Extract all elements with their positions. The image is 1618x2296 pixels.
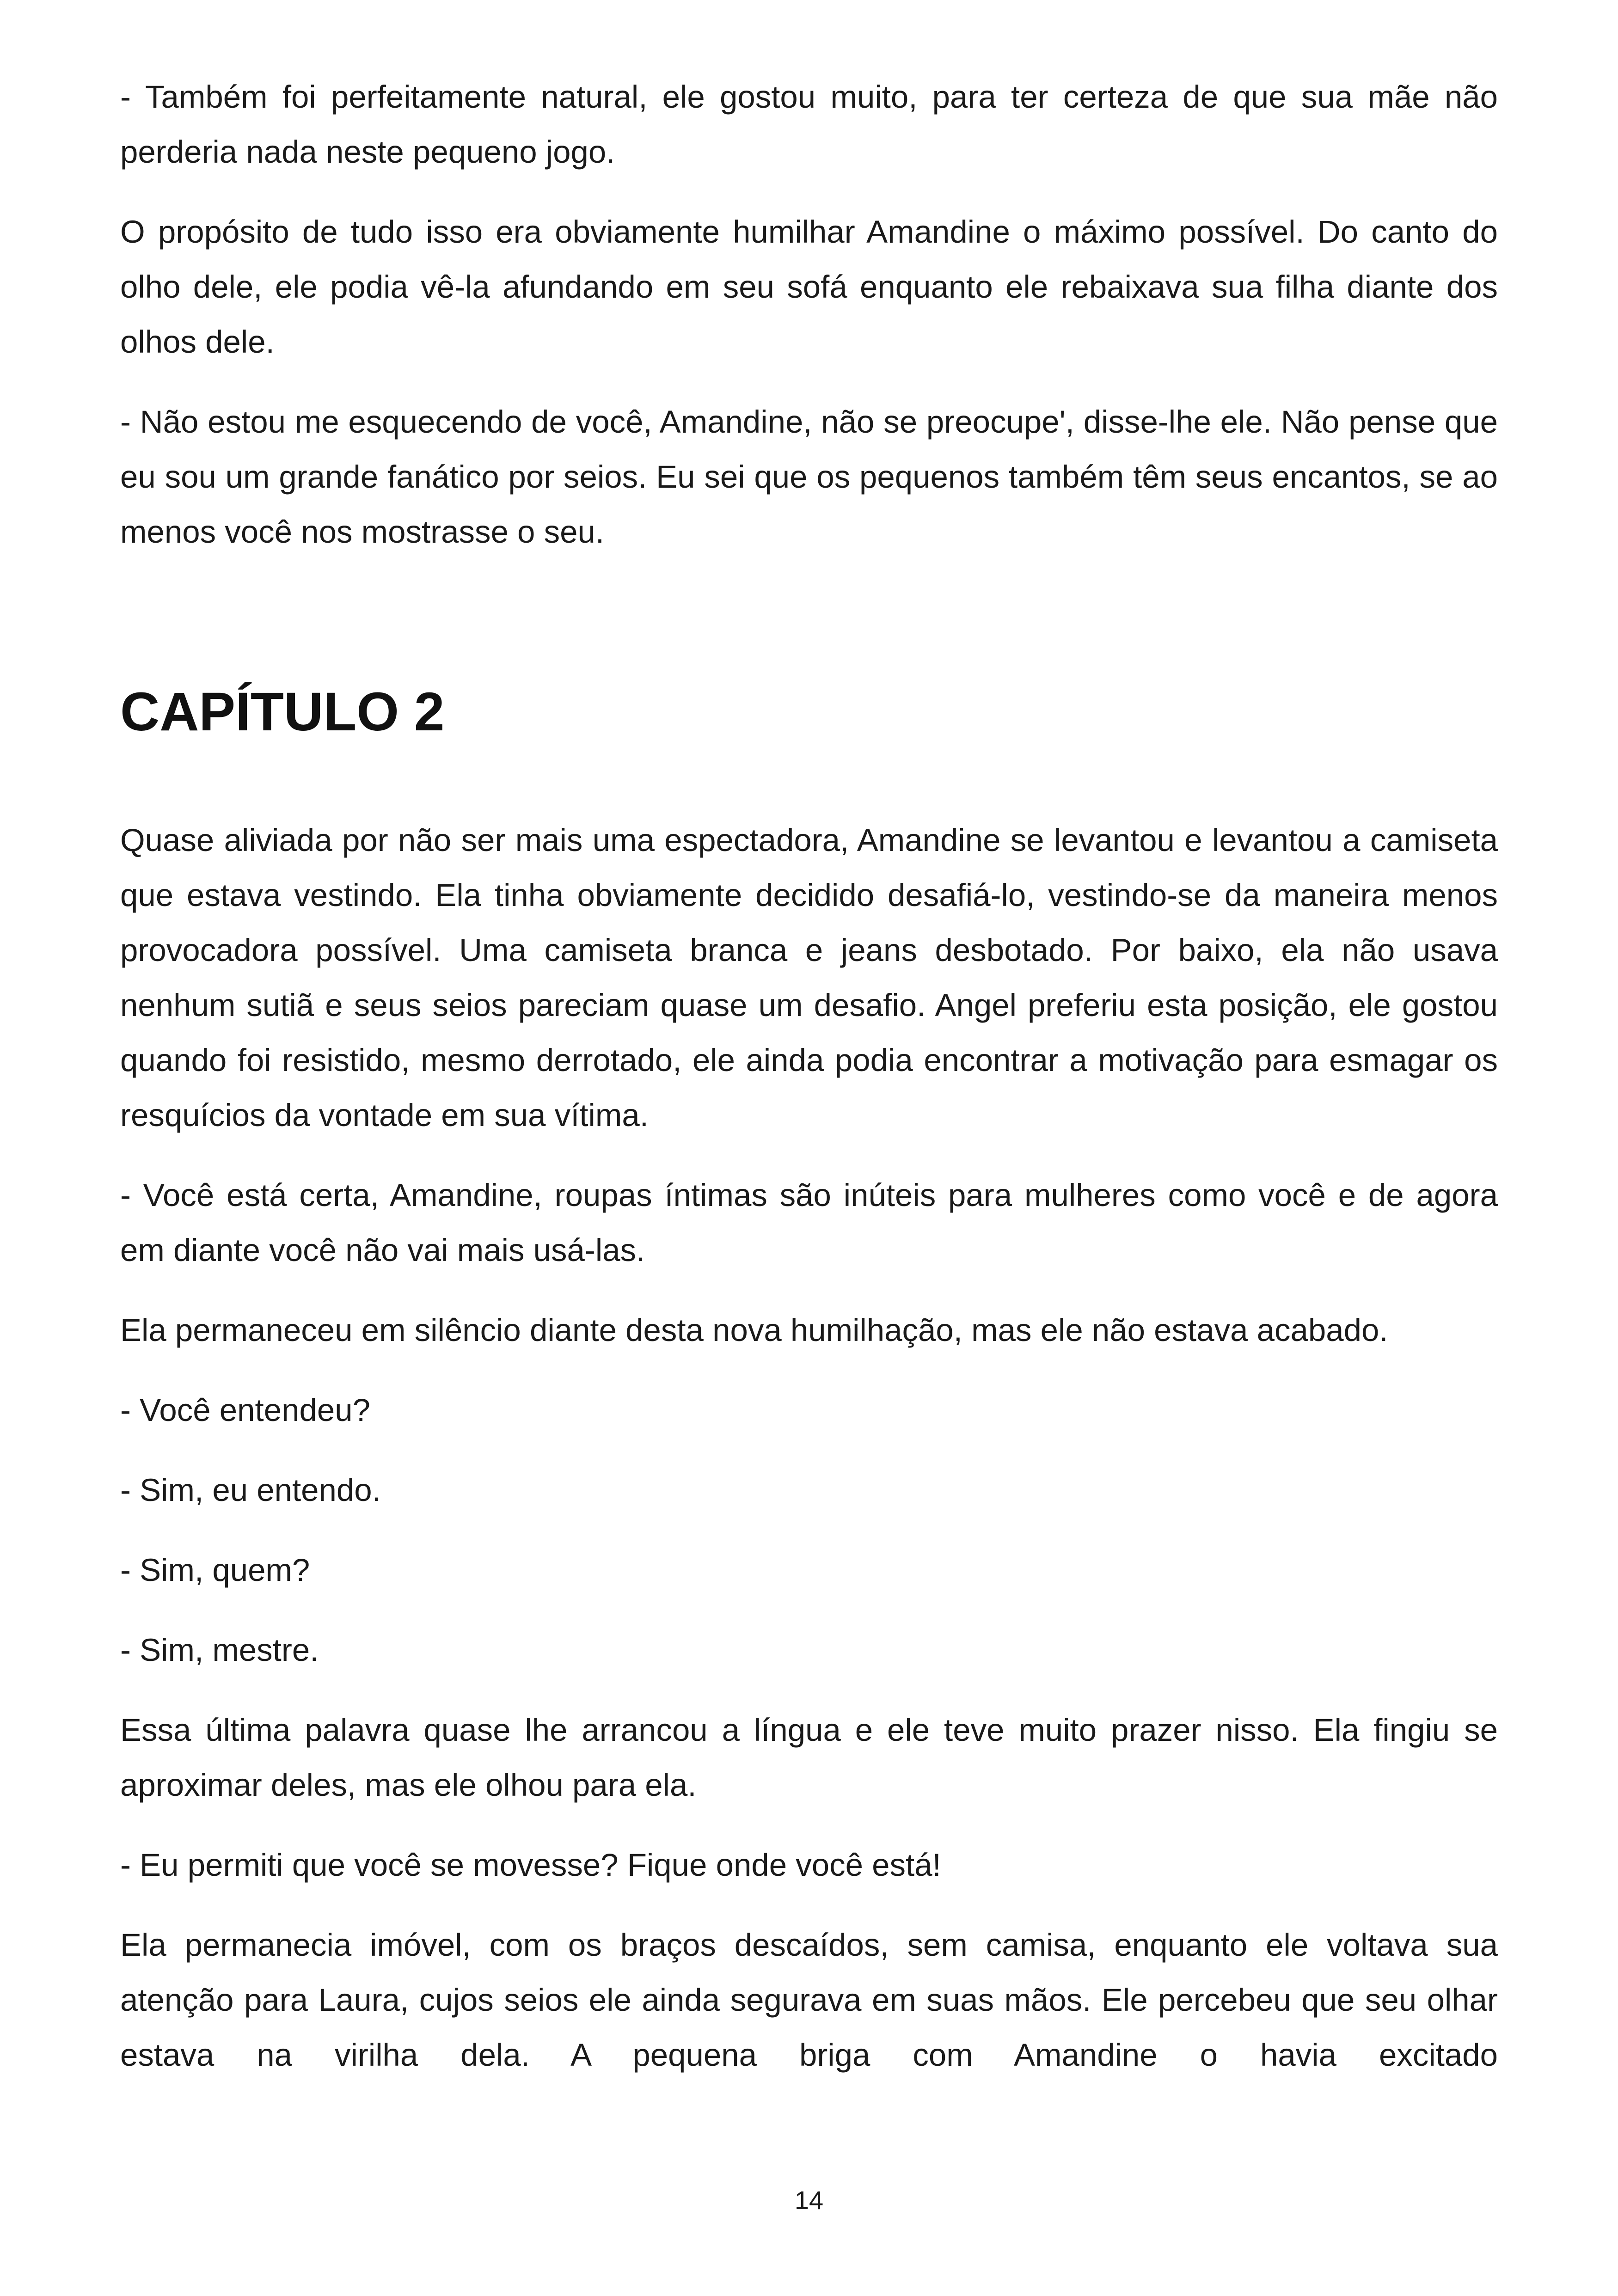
paragraph: O propósito de tudo isso era obviamente humilhar Amandine o máximo possível. Do canto do olho dele, ele podia vê-la afundando em seu sofá enquanto ele rebaixava sua filha diante dos olhos dele. [120,214,1498,360]
dialogue-line: - Você entendeu? [120,1392,370,1428]
paragraph: - Você está certa, Amandine, roupas íntimas são inúteis para mulheres como você e de agora em diante você não vai mais usá-las. [120,1177,1498,1268]
paragraph: - Também foi perfeitamente natural, ele gostou muito, para ter certeza de que sua mãe não perderia nada neste pequeno jogo. [120,79,1498,170]
chapter-heading: CAPÍTULO 2 [120,681,445,742]
page-number: 14 [794,2186,824,2215]
paragraph: - Não estou me esquecendo de você, Amandine, não se preocupe', disse-lhe ele. Não pense que eu sou um grande fanático por seios. Eu sei que os pequenos também têm seus encantos, se ao menos você nos mostrasse o seu. [120,404,1498,550]
paragraph: Essa última palavra quase lhe arrancou a língua e ele teve muito prazer nisso. Ela fingiu se aproximar deles, mas ele olhou para ela. [120,1712,1498,1803]
dialogue-line: - Sim, mestre. [120,1632,319,1668]
paragraph: Ela permanecia imóvel, com os braços descaídos, sem camisa, enquanto ele voltava sua atenção para Laura, cujos seios ele ainda segurava em suas mãos. Ele percebeu que seu olhar estava na virilha dela. A pequena briga com Amandine o havia excitado [120,1927,1498,2073]
dialogue-line: - Sim, eu entendo. [120,1472,381,1508]
dialogue-line: - Sim, quem? [120,1552,310,1588]
paragraph: Ela permaneceu em silêncio diante desta nova humilhação, mas ele não estava acabado. [120,1312,1388,1348]
paragraph: Quase aliviada por não ser mais uma espectadora, Amandine se levantou e levantou a camiseta que estava vestindo. Ela tinha obviamente decidido desafiá-lo, vestindo-se da maneira menos provocadora possível. Uma camiseta branca e jeans desbotado. Por baixo, ela não usava nenhum sutiã e seus seios pareciam quase um desafio. Angel preferiu esta posição, ele gostou quando foi resistido, mesmo derrotado, ele ainda podia encontrar a motivação para esmagar os resquícios da vontade em sua vítima. [120,822,1498,1133]
page-body [120,69,1498,2082]
dialogue-line: - Eu permiti que você se movesse? Fique onde você está! [120,1847,941,1883]
